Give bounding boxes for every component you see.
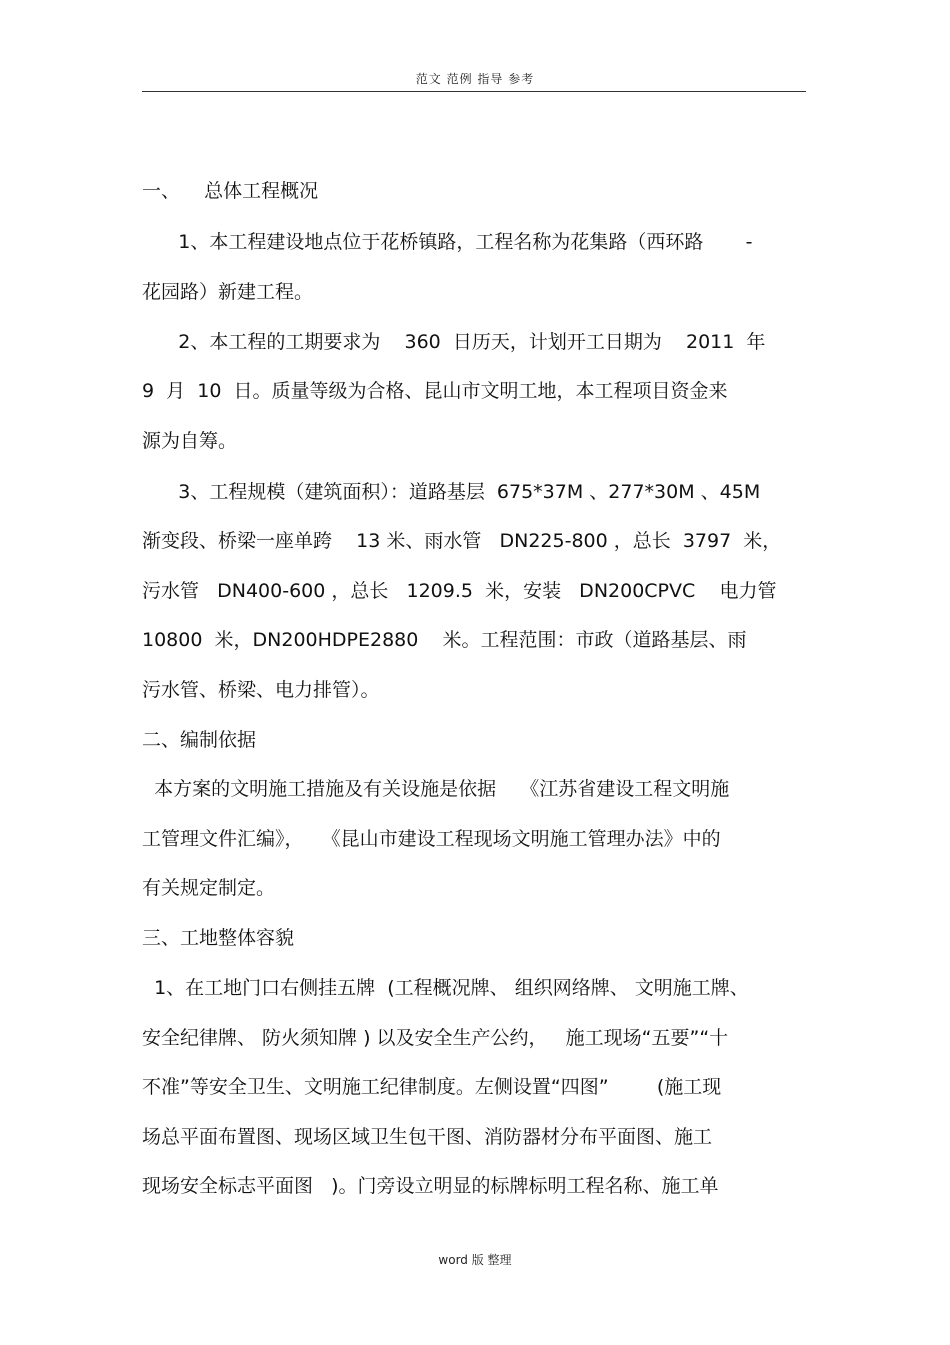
paragraph-line: 9 月 10 日。质量等级为合格、昆山市文明工地，本工程项目资金来 [142,380,728,402]
paragraph-line: 现场安全标志平面图 )。门旁设立明显的标牌标明工程名称、施工单 [142,1175,719,1197]
paragraph-line: 污水管 DN400-600 ，总长 1209.5 米，安装 DN200CPVC 电力管 [142,580,777,602]
header-title: 范文 范例 指导 参考 [415,72,535,86]
paragraph-line: 花园路）新建工程。 [142,281,314,303]
header-divider [142,91,806,92]
page-footer: word 版 整理 [438,1253,512,1267]
paragraph-line: 1、在工地门口右侧挂五牌 (工程概况牌、 组织网络牌、 文明施工牌、 [142,977,749,999]
paragraph-line: 场总平面布置图、现场区域卫生包干图、消防器材分布平面图、施工 [142,1126,713,1148]
paragraph-line: 2、本工程的工期要求为 360 日历天，计划开工日期为 2011 年 [142,331,766,353]
paragraph-line: 渐变段、桥梁一座单跨 13 米、雨水管 DN225-800 ，总长 3797 米， [142,530,782,552]
paragraph-line: 有关规定制定。 [142,877,276,899]
paragraph-line: 1、本工程建设地点位于花桥镇路，工程名称为花集路（西环路 - [142,231,753,253]
paragraph-line: 本方案的文明施工措施及有关设施是依据 《江苏省建设工程文明施 [142,778,730,800]
paragraph-line: 工管理文件汇编》， 《昆山市建设工程现场文明施工管理办法》中的 [142,828,721,850]
section-heading: 二、编制依据 [142,729,257,751]
paragraph-line: 3、工程规模（建筑面积）：道路基层 675*37M 、277*30M 、45M [142,481,761,503]
paragraph-line: 安全纪律牌、 防火须知牌 ) 以及安全生产公约， 施工现场“五要”“十 [142,1027,729,1049]
paragraph-line: 10800 米，DN200HDPE2880 米。工程范围：市政（道路基层、雨 [142,629,747,651]
section-heading: 三、工地整体容貌 [142,927,295,949]
paragraph-line: 污水管、桥梁、电力排管）。 [142,679,380,701]
paragraph-line: 不准”等安全卫生、文明施工纪律制度。左侧设置“四图” (施工现 [142,1076,722,1098]
section-heading: 一、 总体工程概况 [142,180,319,202]
paragraph-line: 源为自筹。 [142,430,238,452]
